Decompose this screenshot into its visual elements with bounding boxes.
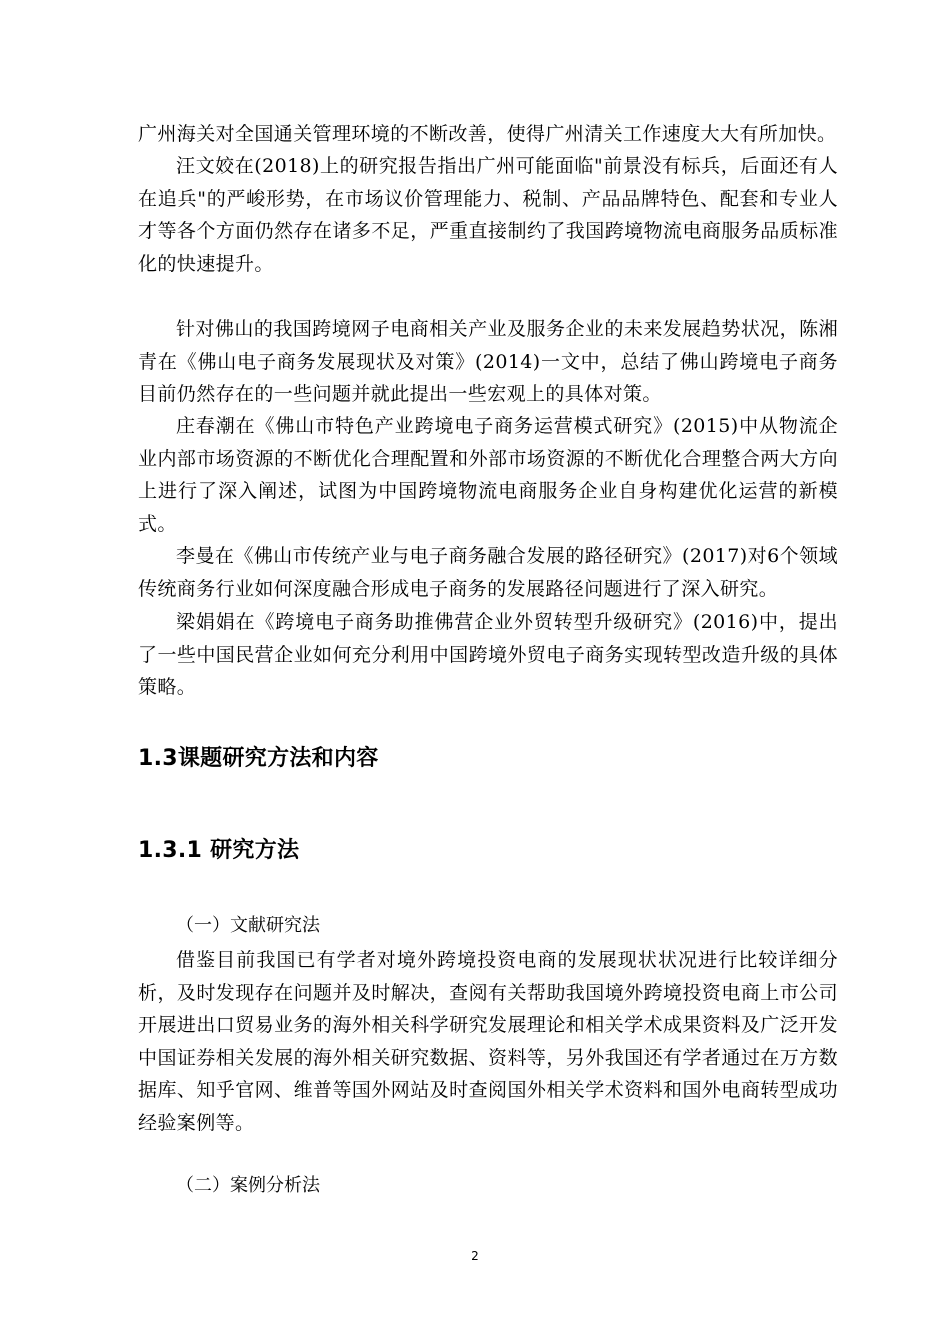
paragraph-chen-xiangqing: 针对佛山的我国跨境网子电商相关产业及服务企业的未来发展趋势状况，陈湘青在《佛山电子商务发展现状及对策》(2014)一文中，总结了佛山跨境电子商务目前仍然存在的一些问题并就此提出一些宏观上的具体对策。 xyxy=(138,318,838,405)
page-number: 2 xyxy=(471,1249,479,1263)
paragraph-li-man: 李曼在《佛山市传统产业与电子商务融合发展的路径研究》(2017)对6个领域传统商务行业如何深度融合形成电子商务的发展路径问题进行了深入研究。 xyxy=(138,545,838,600)
section-heading: 1.3课题研究方法和内容 xyxy=(138,746,379,771)
subsection-heading: 1.3.1 研究方法 xyxy=(138,838,300,863)
paragraph-literature-method: 借鉴目前我国已有学者对境外跨境投资电商的发展现状状况进行比较详细分析，及时发现存在问题并及时解决，查阅有关帮助我国境外跨境投资电商上市公司开展进出口贸易业务的海外相关科学研究发展理论和相关学术成果资料及广泛开发中国证券相关发展的海外相关研究数据、资料等，另外我国还有学者通过在万方数据库、知乎官网、维普等国外网站及时查阅国外相关学术资料和国外电商转型成功经验案例等。 xyxy=(138,949,838,1134)
method-literature-heading: （一）文献研究法 xyxy=(176,915,320,936)
paragraph-guangzhou-customs: 广州海关对全国通关管理环境的不断改善，使得广州清关工作速度大大有所加快。 xyxy=(138,123,837,145)
paragraph-zhuang-chunchao: 庄春潮在《佛山市特色产业跨境电子商务运营模式研究》(2015)中从物流企业内部市场资源的不断优化合理配置和外部市场资源的不断优化合理整合两大方向上进行了深入阐述，试图为中国跨境物流电商服务企业自身构建优化运营的新模式。 xyxy=(138,415,838,535)
paragraph-liang-juanjuan: 梁娟娟在《跨境电子商务助推佛营企业外贸转型升级研究》(2016)中，提出了一些中国民营企业如何充分利用中国跨境外贸电子商务实现转型改造升级的具体策略。 xyxy=(138,611,838,698)
paragraph-wang-wenjiao: 汪文姣在(2018)上的研究报告指出广州可能面临"前景没有标兵，后面还有人在追兵"的严峻形势，在市场议价管理能力、税制、产品品牌特色、配套和专业人才等各个方面仍然存在诸多不足，严重直接制约了我国跨境物流电商服务品质标准化的快速提升。 xyxy=(138,155,838,275)
method-case-heading: （二）案例分析法 xyxy=(176,1175,320,1196)
